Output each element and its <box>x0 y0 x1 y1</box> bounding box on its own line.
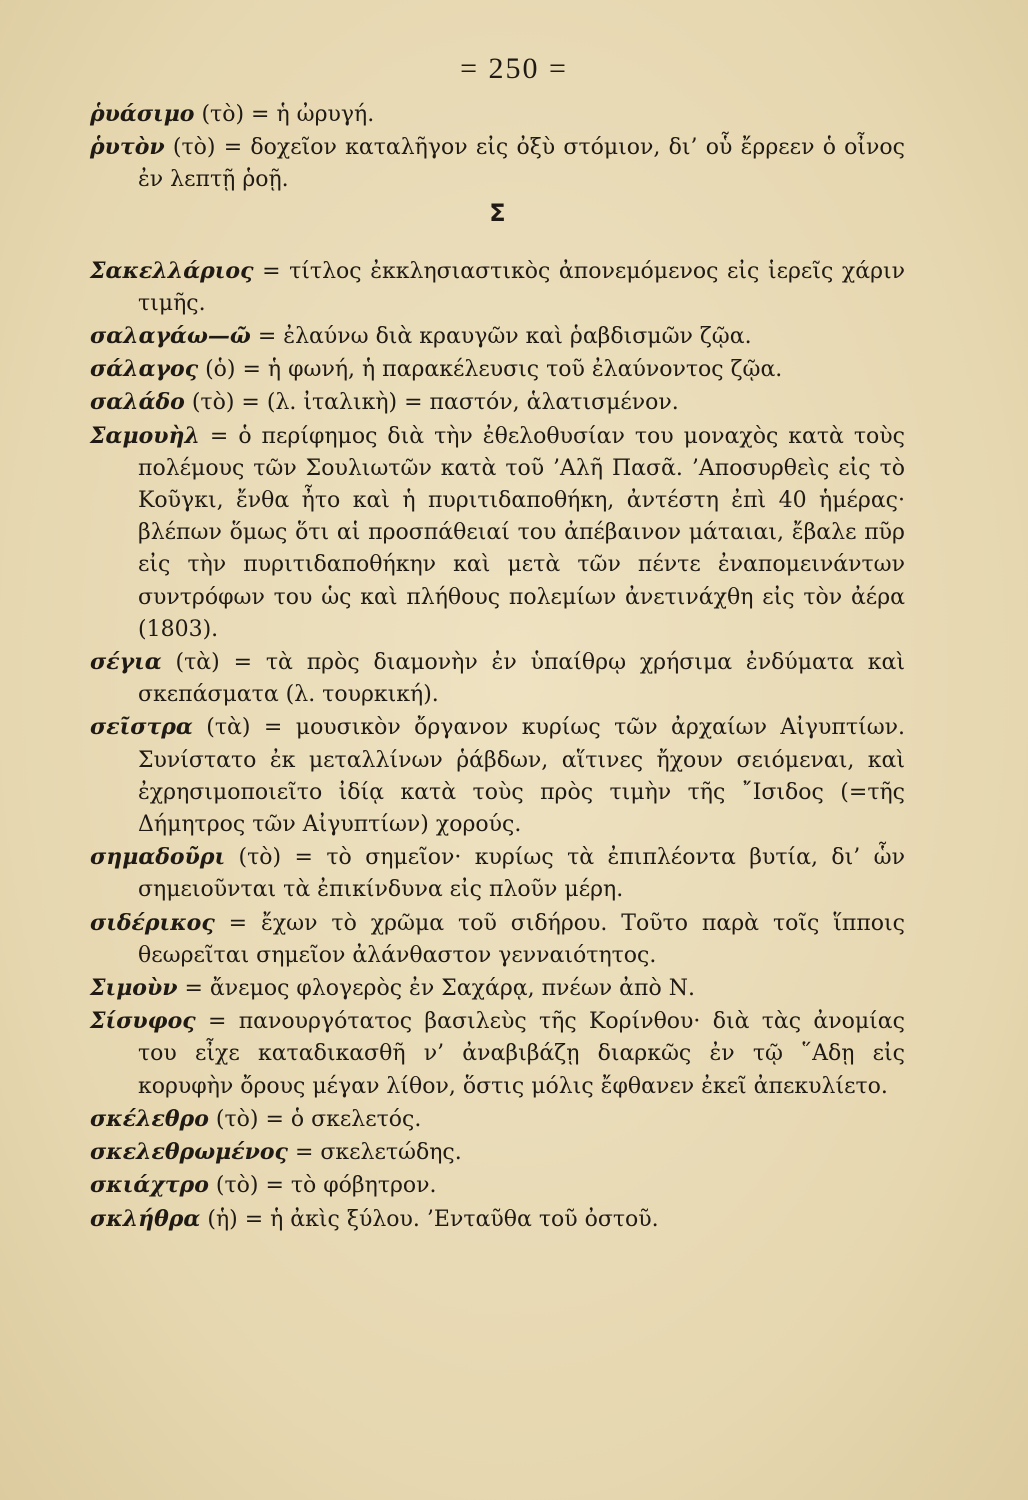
entries-before-group <box>90 98 905 197</box>
entry-headword: σαλάδο <box>90 389 185 416</box>
section-gap <box>90 229 905 255</box>
dictionary-entries <box>90 98 905 1236</box>
entry-definition: = πανουργότατος βασιλεὺς τῆς Κορίνθου· διὰ τὰς ἀνομίας του εἶχε καταδικασθῆ ν’ ἀναβιβάζῃ διαρκῶς ἐν τῷ ῞Αδῃ εἰς κορυφὴν ὄρους μέγαν λίθον, ὅστις μόλις ἔφθανεν ἐκεῖ ἀπεκυλίετο. <box>138 1009 905 1099</box>
dictionary-entry <box>90 841 905 906</box>
entry-headword: Σακελλάριος <box>90 257 254 284</box>
page-number: = 250 = <box>460 52 568 85</box>
entry-headword: σιδέρικος <box>90 909 215 936</box>
dictionary-entry <box>90 1103 905 1136</box>
dictionary-entry <box>90 320 905 353</box>
dictionary-entry <box>90 353 905 386</box>
entry-definition: (ὁ) = ἡ φωνή, ἡ παρακέλευσις τοῦ ἐλαύνοντος ζῷα. <box>198 357 783 383</box>
entry-definition: (τὰ) = τὰ πρὸς διαμονὴν ἐν ὑπαίθρῳ χρήσιμα ἐνδύματα καὶ σκεπάσματα (λ. τουρκική). <box>138 650 905 708</box>
dictionary-entry <box>90 1203 905 1236</box>
entry-headword: Σίσυφος <box>90 1008 196 1035</box>
entry-definition: (τὸ) = ὁ σκελετός. <box>208 1106 422 1132</box>
entry-headword: ῥυάσιμο <box>90 101 195 127</box>
entry-definition: (τὸ) = τὸ φόβητρον. <box>208 1173 437 1199</box>
entry-definition: = σκελετώδης. <box>287 1140 462 1166</box>
entry-headword: Σαμουὴλ <box>90 422 200 449</box>
entry-definition: = ἐλαύνω διὰ κραυγῶν καὶ ῥαβδισμῶν ζῷα. <box>250 324 752 350</box>
dictionary-entry <box>90 1005 905 1103</box>
dictionary-entry <box>90 386 905 419</box>
entry-definition: = ἔχων τὸ χρῶμα τοῦ σιδήρου. Τοῦτο παρὰ τοῖς ἵπποις θεωρεῖται σημεῖον ἀλάνθαστον γενναιότητος. <box>138 910 905 968</box>
entry-headword: σκιάχτρο <box>90 1172 209 1199</box>
entry-definition: (τὸ) = τὸ σημεῖον· κυρίως τὰ ἐπιπλέοντα βυτία, δι’ ὧν σημειοῦνται τὰ ἐπικίνδυνα εἰς πλοῦν μέρη. <box>138 845 905 903</box>
dictionary-entry <box>90 972 905 1005</box>
entry-definition: = ἄνεμος φλογερὸς ἐν Σαχάρᾳ, πνέων ἀπὸ Ν. <box>177 976 695 1002</box>
entry-definition: (ἡ) = ἡ ἀκὶς ξύλου. ’Ενταῦθα τοῦ ὀστοῦ. <box>200 1206 659 1232</box>
dictionary-entry <box>90 420 905 646</box>
dictionary-entry <box>90 1136 905 1169</box>
entry-headword: σαλαγάω—ῶ <box>90 323 251 350</box>
section-letter: Σ <box>489 198 506 227</box>
entries-after-group <box>90 255 905 1236</box>
entry-headword: σημαδοῦρι <box>90 844 226 871</box>
dictionary-entry <box>90 711 905 841</box>
entry-headword: σκλήθρα <box>90 1205 201 1232</box>
dictionary-entry <box>90 98 905 131</box>
entry-definition: (τὰ) = μουσικὸν ὄργανον κυρίως τῶν ἀρχαίων Αἰγυπτίων. Συνίστατο ἐκ μεταλλίνων ῥάβδων, αἵτινες ἤχουν σειόμεναι, καὶ ἐχρησιμοποιεῖτο ἰδίᾳ κατὰ τοὺς πρὸς τιμὴν τῆς ῎Ισιδος (=τῆς Δήμητρος τῶν Αἰγυπτίων) χορούς. <box>138 715 905 838</box>
entry-headword: σκέλεθρο <box>90 1105 209 1132</box>
entry-headword: ῥυτὸν <box>90 134 165 161</box>
dictionary-entry <box>90 907 905 972</box>
entry-headword: σέγια <box>90 649 162 676</box>
entry-definition: (τὸ) = (λ. ἰταλικὴ) = παστόν, ἁλατισμένον. <box>184 390 679 416</box>
dictionary-entry <box>90 1169 905 1202</box>
section-divider <box>90 197 905 229</box>
entry-definition: = τίτλος ἐκκλησιαστικὸς ἀπονεμόμενος εἰς ἱερεῖς χάριν τιμῆς. <box>138 258 905 316</box>
entry-headword: σεῖστρα <box>90 714 193 741</box>
entry-headword: Σιμοὺν <box>90 975 178 1002</box>
entry-definition: (τὸ) = ἡ ὠρυγή. <box>194 102 375 127</box>
entry-headword: σκελεθρωμένος <box>90 1139 288 1166</box>
entry-definition: = ὁ περίφημος διὰ τὴν ἐθελοθυσίαν του μοναχὸς κατὰ τοὺς πολέμους τῶν Σουλιωτῶν κατὰ τοῦ ’Αλῆ Πασᾶ. ’Αποσυρθεὶς εἰς τὸ Κοῦγκι, ἔνθα ἦτο καὶ ἡ πυριτιδαποθήκη, ἀντέστη ἐπὶ 40 ἡμέρας· βλέπων ὅμως ὅτι αἱ προσπάθειαί του ἀπέβαινον μάταιαι, ἔβαλε πῦρ εἰς τὴν πυριτιδαποθήκην καὶ μετὰ τῶν πέντε ἐναπομεινάντων συντρόφων του ὡς καὶ πλήθους πολεμίων ἀνετινάχθη εἰς τὸν ἀέρα (1803). <box>138 423 905 642</box>
entry-headword: σάλαγος <box>90 356 199 383</box>
entry-definition: (τὸ) = δοχεῖον καταλῆγον εἰς ὀξὺ στόμιον, δι’ οὗ ἔρρεεν ὁ οἶνος ἐν λεπτῇ ῥοῇ. <box>138 135 905 193</box>
dictionary-entry <box>90 255 905 320</box>
dictionary-entry <box>90 646 905 711</box>
dictionary-entry <box>90 131 905 196</box>
